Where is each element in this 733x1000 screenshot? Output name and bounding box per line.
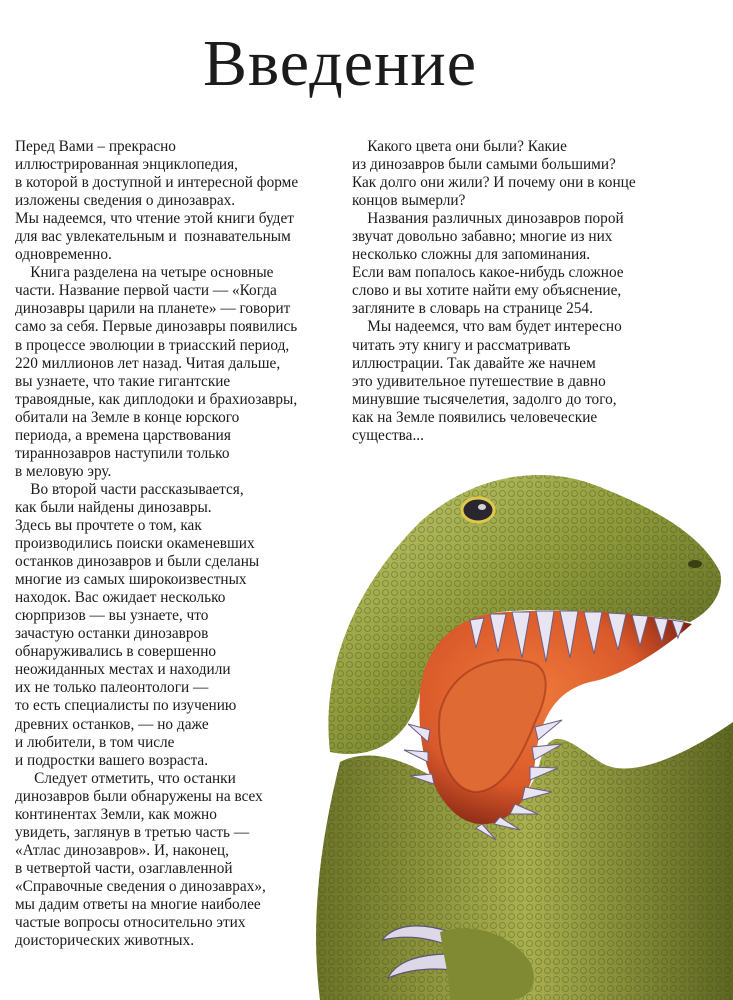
text-line: это удивительное путешествие в давно: [352, 372, 606, 390]
text-line: Книга разделена на четыре основные: [15, 264, 274, 282]
text-line: обнаруживались в совершенно: [15, 643, 217, 661]
text-line: тираннозавров наступили только: [15, 444, 230, 462]
text-line: одновременно.: [15, 246, 112, 264]
page-title: Введение: [202, 27, 478, 100]
text-line: периода, а времена царствования: [15, 426, 231, 444]
text-line: древних останков, — но даже: [15, 715, 209, 733]
text-line: увидеть, заглянув в третью часть —: [15, 823, 250, 841]
text-line: Если вам попалось какое-нибудь сложное: [352, 264, 624, 282]
text-line: многие из самых широкоизвестных: [15, 571, 247, 589]
paragraph: [15, 770, 340, 950]
text-line: Следует отметить, что останки: [15, 769, 236, 787]
text-line: и любители, в том числе: [15, 733, 175, 751]
text-line: «Справочные сведения о динозаврах»,: [15, 877, 266, 895]
text-line: иллюстрации. Так давайте же начнем: [352, 354, 596, 372]
text-line: доисторических животных.: [15, 932, 195, 950]
text-line: их не только палеонтологи —: [15, 679, 209, 697]
text-line: в которой в доступной и интересной форме: [15, 174, 299, 192]
text-line: иллюстрированная энциклопедия,: [15, 156, 238, 174]
text-line: частые вопросы относительно этих: [15, 914, 246, 932]
text-line: в меловую эру.: [15, 462, 112, 480]
text-line: и подростки вашего возраста.: [15, 751, 209, 769]
text-line: Здесь вы прочтете о том, как: [15, 516, 202, 534]
right-text-column: [352, 138, 682, 445]
text-line: Какого цвета они были? Какие: [352, 138, 567, 155]
text-line: Во второй части рассказывается,: [15, 480, 244, 498]
text-line: в процессе эволюции в триасский период,: [15, 336, 290, 354]
paragraph: [352, 138, 682, 210]
text-line: части. Название первой части — «Когда: [15, 282, 277, 300]
text-line: находок. Вас ожидает несколько: [15, 589, 226, 607]
text-line: несколько сложны для запоминания.: [352, 246, 591, 264]
text-line: травоядные, как диплодоки и брахиозавры,: [15, 390, 298, 408]
text-line: «Атлас динозавров». И, наконец,: [15, 841, 229, 859]
text-line: Мы надеемся, что вам будет интересно: [352, 318, 622, 336]
text-line: мы дадим ответы на многие наиболее: [15, 895, 261, 913]
text-line: динозавров были обнаружены на всех: [15, 787, 263, 805]
text-line: Как долго они жили? И почему они в конце: [352, 174, 636, 192]
text-line: из динозавров были самыми большими?: [352, 156, 616, 174]
text-line: Мы надеемся, что чтение этой книги будет: [15, 210, 294, 228]
text-line: для вас увлекательным и познавательным: [15, 228, 291, 246]
dinosaur-head-illustration: [300, 462, 733, 1000]
text-line: 220 миллионов лет назад. Читая дальше,: [15, 354, 281, 372]
paragraph: [352, 318, 682, 444]
text-line: как были найдены динозавры.: [15, 498, 212, 516]
paragraph: [15, 138, 340, 264]
text-line: Названия различных динозавров порой: [352, 210, 624, 228]
text-line: вы узнаете, что такие гигантские: [15, 372, 231, 390]
text-line: как на Земле появились человеческие: [352, 408, 598, 426]
text-line: динозавры царили на планете» — говорит: [15, 300, 291, 318]
text-line: концов вымерли?: [352, 192, 466, 210]
text-line: неожиданных местах и находили: [15, 661, 231, 679]
dinosaur-eye-icon: [462, 498, 494, 522]
text-line: изложены сведения о динозаврах.: [15, 192, 236, 210]
text-line: Перед Вами – прекрасно: [15, 138, 176, 155]
text-line: существа...: [352, 426, 424, 444]
text-line: слово и вы хотите найти ему объяснение,: [352, 282, 622, 300]
text-line: звучат довольно забавно; многие из них: [352, 228, 613, 246]
text-line: сюрпризов — вы узнаете, что: [15, 607, 209, 625]
paragraph: [352, 210, 682, 318]
text-line: зачастую останки динозавров: [15, 625, 209, 643]
text-line: континентах Земли, как можно: [15, 805, 217, 823]
left-text-column: [15, 138, 340, 950]
paragraph: [15, 264, 340, 481]
text-line: загляните в словарь на странице 254.: [352, 300, 593, 318]
text-line: читать эту книгу и рассматривать: [352, 336, 571, 354]
text-line: минувшие тысячелетия, задолго до того,: [352, 390, 617, 408]
text-line: само за себя. Первые динозавры появились: [15, 318, 298, 336]
text-line: то есть специалисты по изучению: [15, 697, 237, 715]
text-line: в четвертой части, озаглавленной: [15, 859, 233, 877]
paragraph: [15, 481, 340, 770]
text-line: обитали на Земле в конце юрского: [15, 408, 240, 426]
text-line: останков динозавров и были сделаны: [15, 553, 260, 571]
text-line: производились поиски окаменевших: [15, 535, 255, 553]
